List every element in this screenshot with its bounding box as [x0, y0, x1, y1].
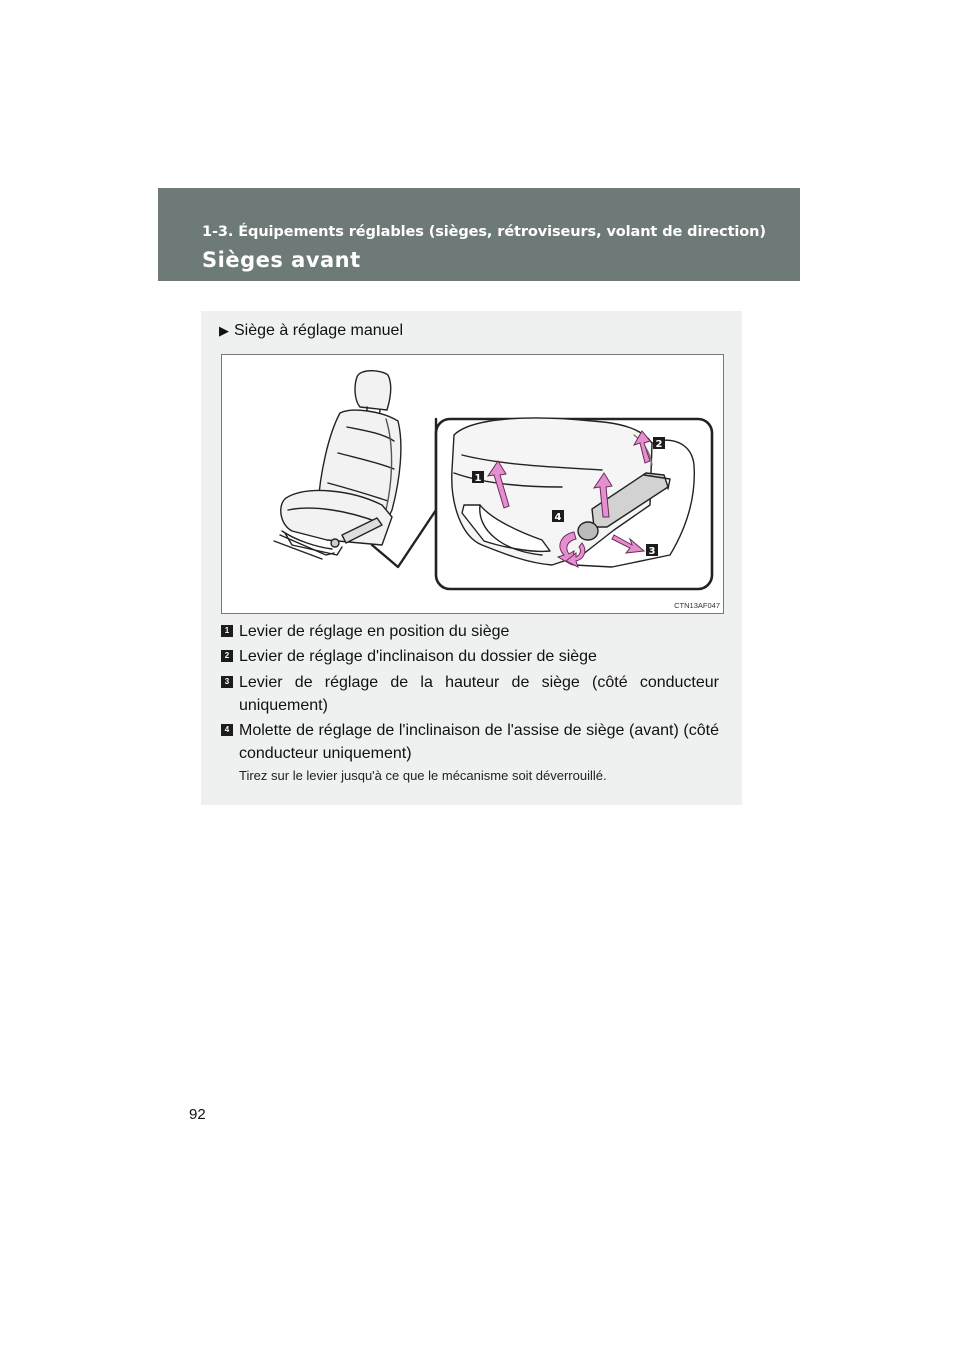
list-item [221, 645, 719, 668]
item-text: Levier de réglage en position du siège [239, 623, 510, 640]
item-number-badge: 2 [221, 650, 233, 662]
item-text: Molette de réglage de l'inclinaison de l'assise de siège (avant) (côté conducteur uniquement) [239, 722, 719, 762]
item-text: Levier de réglage d'inclinaison du dossier de siège [239, 648, 597, 665]
svg-text:4: 4 [554, 512, 562, 523]
item-text: Levier de réglage de la hauteur de siège (côté conducteur uniquement) [239, 674, 719, 714]
page-number: 92 [189, 1106, 206, 1123]
triangle-bullet-icon: ▶ [219, 323, 229, 338]
item-number-badge: 1 [221, 625, 233, 637]
section-breadcrumb: 1-3. Équipements réglables (sièges, rétroviseurs, volant de direction) [202, 224, 766, 240]
svg-text:3: 3 [648, 546, 656, 557]
content-panel [201, 311, 742, 805]
instruction-note: Tirez sur le levier jusqu'à ce que le mécanisme soit déverrouillé. [239, 768, 607, 783]
subheading-text: Siège à réglage manuel [234, 322, 404, 339]
seat-illustration [221, 354, 724, 614]
figure-code: CTN13AF047 [674, 601, 720, 610]
list-item [221, 719, 719, 765]
item-number-badge: 3 [221, 676, 233, 688]
subheading [219, 322, 403, 340]
seat-diagram [222, 355, 723, 613]
page-title: Sièges avant [202, 248, 361, 272]
list-item [221, 620, 719, 643]
list-item [221, 671, 719, 717]
section-header [158, 188, 800, 281]
svg-text:1: 1 [474, 473, 482, 484]
svg-text:2: 2 [655, 439, 663, 450]
item-number-badge: 4 [221, 724, 233, 736]
